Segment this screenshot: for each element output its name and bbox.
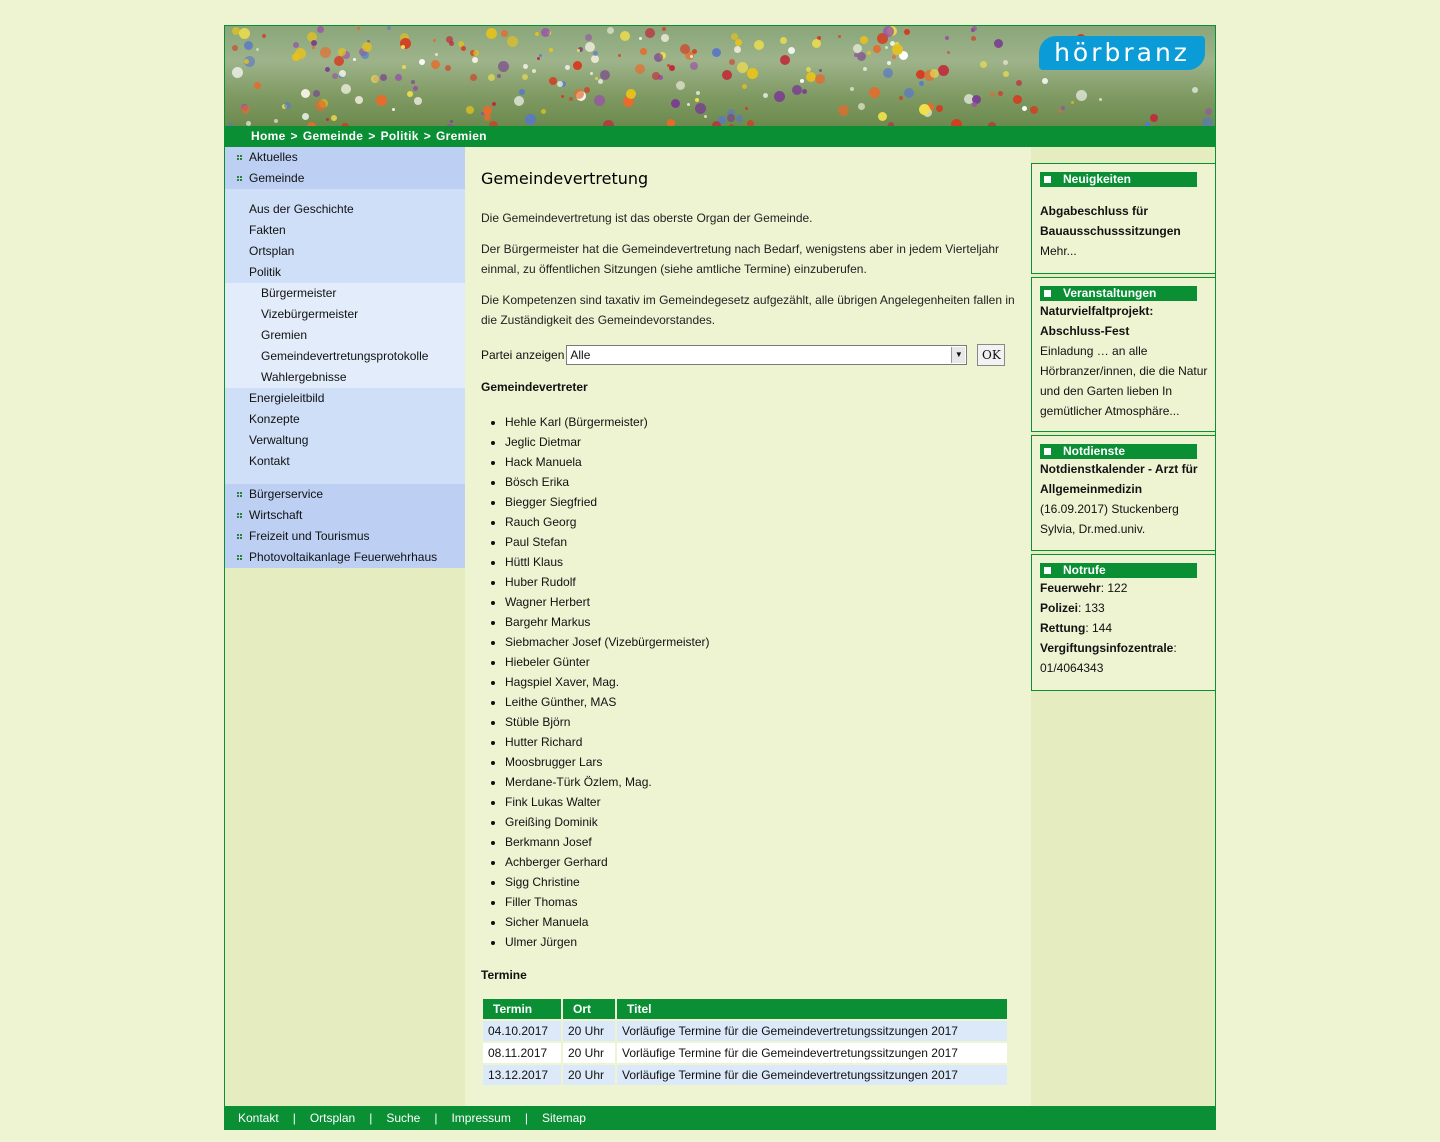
nav-gemeinde-subgroup bbox=[225, 189, 465, 484]
intro-paragraph: Die Gemeindevertretung ist das oberste Organ der Gemeinde. bbox=[481, 211, 813, 225]
grip-dots-icon bbox=[237, 155, 243, 161]
nav-item-label: Gremien bbox=[261, 328, 308, 342]
call-number: : 01/4064343 bbox=[1040, 641, 1177, 675]
nav-item-aktuelles[interactable] bbox=[225, 147, 465, 168]
ok-button[interactable]: OK bbox=[977, 344, 1005, 366]
member-list-item: • Greißing Dominik bbox=[505, 812, 1015, 832]
party-filter bbox=[481, 344, 1015, 366]
grip-dots-icon bbox=[237, 534, 243, 540]
nav-item-label: Freizeit und Tourismus bbox=[249, 529, 370, 543]
member-list-item: • Wagner Herbert bbox=[505, 592, 1015, 612]
emergency-call-item bbox=[1040, 638, 1215, 678]
square-bullet-icon bbox=[1044, 567, 1051, 574]
table-cell: 13.12.2017 bbox=[483, 1065, 561, 1085]
table-cell: 08.11.2017 bbox=[483, 1043, 561, 1063]
emergency-service-box bbox=[1031, 435, 1216, 551]
member-list-item: • Bargehr Markus bbox=[505, 612, 1015, 632]
nav-item-vizeburgermeister[interactable] bbox=[225, 304, 465, 325]
breadcrumb-separator: > bbox=[423, 129, 432, 143]
call-label: Polizei bbox=[1040, 601, 1079, 615]
breadcrumb-politik[interactable]: Politik bbox=[380, 129, 419, 143]
footer-separator: | bbox=[369, 1111, 373, 1125]
events-headline-link[interactable]: Naturvielfaltprojekt: Abschluss-Fest bbox=[1040, 304, 1154, 338]
breadcrumb-home[interactable]: Home bbox=[251, 129, 286, 143]
left-navigation bbox=[225, 147, 465, 1106]
member-list-item: • Stüble Björn bbox=[505, 712, 1015, 732]
footer-separator: | bbox=[434, 1111, 438, 1125]
member-list-item: • Sigg Christine bbox=[505, 872, 1015, 892]
breadcrumb-gemeinde[interactable]: Gemeinde bbox=[302, 129, 364, 143]
dropdown-arrow-icon[interactable]: ▼ bbox=[951, 347, 965, 363]
events-text: Einladung … an alle Hörbranzer/innen, die die Natur und den Garten lieben In gemütlicher Atmosphäre... bbox=[1040, 344, 1208, 418]
nav-item-label: Photovoltaikanlage Feuerwehrhaus bbox=[249, 550, 438, 564]
footer-link-kontakt[interactable]: Kontakt bbox=[238, 1111, 279, 1125]
nav-item-label: Gemeindevertretungsprotokolle bbox=[261, 349, 429, 363]
main-content bbox=[465, 147, 1031, 1106]
nav-item-wirtschaft[interactable] bbox=[225, 505, 465, 526]
members-list bbox=[481, 412, 1015, 952]
member-list-item: • Jeglic Dietmar bbox=[505, 432, 1015, 452]
nav-item-label: Bürgermeister bbox=[261, 286, 337, 300]
nav-item-label: Gemeinde bbox=[249, 171, 305, 185]
nav-item-verwaltung[interactable] bbox=[225, 430, 465, 451]
call-number: : 144 bbox=[1085, 621, 1113, 635]
grip-dots-icon bbox=[237, 555, 243, 561]
table-cell[interactable]: Vorläufige Termine für die Gemeindevertretungssitzungen 2017 bbox=[617, 1043, 1007, 1063]
nav-item-label: Verwaltung bbox=[249, 433, 309, 447]
member-list-item: • Siebmacher Josef (Vizebürgermeister) bbox=[505, 632, 1015, 652]
table-cell: 04.10.2017 bbox=[483, 1021, 561, 1041]
news-more-link[interactable]: Mehr... bbox=[1040, 244, 1077, 258]
table-row[interactable] bbox=[483, 1021, 1007, 1041]
events-box bbox=[1031, 277, 1216, 432]
breadcrumb-gremien[interactable]: Gremien bbox=[436, 129, 487, 143]
footer-link-ortsplan[interactable]: Ortsplan bbox=[309, 1111, 356, 1125]
footer-separator: | bbox=[524, 1111, 528, 1125]
member-list-item: • Biegger Siegfried bbox=[505, 492, 1015, 512]
nav-bottom-group bbox=[225, 484, 465, 568]
header-banner bbox=[225, 26, 1215, 126]
member-list-item: • Achberger Gerhard bbox=[505, 852, 1015, 872]
footer-separator: | bbox=[292, 1111, 296, 1125]
nav-item-label: Kontakt bbox=[249, 454, 290, 468]
grip-dots-icon bbox=[237, 492, 243, 498]
column-header-ort: Ort bbox=[563, 999, 615, 1019]
footer-link-sitemap[interactable]: Sitemap bbox=[541, 1111, 586, 1125]
member-list-item: • Merdane-Türk Özlem, Mag. bbox=[505, 772, 1015, 792]
column-header-termin: Termin bbox=[483, 999, 561, 1019]
calls-box-title: Notrufe bbox=[1040, 563, 1197, 578]
call-number: : 122 bbox=[1100, 581, 1128, 595]
member-list-item: • Bösch Erika bbox=[505, 472, 1015, 492]
table-cell: 20 Uhr bbox=[563, 1043, 615, 1063]
termine-table bbox=[481, 997, 1009, 1087]
nav-item-burgermeister[interactable] bbox=[225, 283, 465, 304]
party-select[interactable] bbox=[566, 345, 967, 365]
nav-item-photovoltaikanlage-feuerwehrhaus[interactable] bbox=[225, 547, 465, 568]
nav-item-politik[interactable] bbox=[225, 262, 465, 283]
nav-item-konzepte[interactable] bbox=[225, 409, 465, 430]
member-list-item: • Moosbrugger Lars bbox=[505, 752, 1015, 772]
mayor-paragraph: Der Bürgermeister hat die Gemeindevertretung nach Bedarf, wenigstens aber in jedem Vierteljahr einmal, zu öffentlichen Sitzungen (siehe amtliche Termine) einzuberufen. bbox=[481, 242, 1000, 276]
news-headline-link[interactable]: Abgabeschluss für Bauausschusssitzungen bbox=[1040, 204, 1181, 238]
member-list-item: • Fink Lukas Walter bbox=[505, 792, 1015, 812]
member-list-item: • Filler Thomas bbox=[505, 892, 1015, 912]
news-box-title: Neuigkeiten bbox=[1040, 172, 1197, 187]
nav-politik-subgroup bbox=[225, 283, 465, 388]
members-heading: Gemeindevertreter bbox=[481, 380, 588, 394]
nav-item-aus-der-geschichte[interactable] bbox=[225, 199, 465, 220]
news-box bbox=[1031, 163, 1216, 274]
right-sidebar bbox=[1031, 147, 1215, 1106]
member-list-item: • Hehle Karl (Bürgermeister) bbox=[505, 412, 1015, 432]
emergency-box-title: Notdienste bbox=[1040, 444, 1197, 459]
member-list-item: • Rauch Georg bbox=[505, 512, 1015, 532]
call-label: Vergiftungsinfozentrale bbox=[1040, 641, 1174, 655]
nav-item-label: Konzepte bbox=[249, 412, 300, 426]
nav-item-label: Wahlergebnisse bbox=[261, 370, 347, 384]
emergency-text: (16.09.2017) Stuckenberg Sylvia, Dr.med.univ. bbox=[1040, 502, 1179, 536]
footer-link-impressum[interactable]: Impressum bbox=[451, 1111, 511, 1125]
call-label: Rettung bbox=[1040, 621, 1086, 635]
member-list-item: • Paul Stefan bbox=[505, 532, 1015, 552]
nav-item-label: Energieleitbild bbox=[249, 391, 325, 405]
nav-item-label: Bürgerservice bbox=[249, 487, 324, 501]
nav-item-label: Fakten bbox=[249, 223, 286, 237]
termine-heading: Termine bbox=[481, 968, 527, 982]
member-list-item: • Berkmann Josef bbox=[505, 832, 1015, 852]
nav-item-ortsplan[interactable] bbox=[225, 241, 465, 262]
table-cell[interactable]: Vorläufige Termine für die Gemeindevertretungssitzungen 2017 bbox=[617, 1021, 1007, 1041]
member-list-item: • Hüttl Klaus bbox=[505, 552, 1015, 572]
party-select-value: Alle bbox=[570, 348, 591, 362]
nav-item-wahlergebnisse[interactable] bbox=[225, 367, 465, 388]
nav-item-label: Aktuelles bbox=[249, 150, 298, 164]
competence-paragraph: Die Kompetenzen sind taxativ im Gemeindegesetz aufgezählt, alle übrigen Angelegenheiten fallen in die Zuständigkeit des Gemeindevorstandes. bbox=[481, 293, 1015, 327]
member-list-item: • Hutter Richard bbox=[505, 732, 1015, 752]
footer-link-suche[interactable]: Suche bbox=[386, 1111, 421, 1125]
table-cell: 20 Uhr bbox=[563, 1065, 615, 1085]
table-row[interactable] bbox=[483, 1065, 1007, 1085]
emergency-calls-box bbox=[1031, 554, 1216, 691]
column-header-titel: Titel bbox=[617, 999, 1007, 1019]
square-bullet-icon bbox=[1044, 176, 1051, 183]
breadcrumb-separator: > bbox=[290, 129, 298, 143]
nav-item-label: Ortsplan bbox=[249, 244, 295, 258]
member-list-item: • Hack Manuela bbox=[505, 452, 1015, 472]
nav-item-gemeindevertretungsprotokolle[interactable] bbox=[225, 346, 465, 367]
nav-item-energieleitbild[interactable] bbox=[225, 388, 465, 409]
nav-item-label: Vizebürgermeister bbox=[261, 307, 359, 321]
nav-item-burgerservice[interactable] bbox=[225, 484, 465, 505]
nav-item-label: Politik bbox=[249, 265, 282, 279]
emergency-headline-link[interactable]: Notdienstkalender - Arzt für Allgemeinmedizin bbox=[1040, 462, 1198, 496]
page-frame bbox=[224, 25, 1216, 1130]
events-box-title: Veranstaltungen bbox=[1040, 286, 1197, 301]
breadcrumb bbox=[225, 126, 1215, 147]
page-title: Gemeindevertretung bbox=[481, 169, 649, 188]
call-number: : 133 bbox=[1078, 601, 1105, 615]
square-bullet-icon bbox=[1044, 448, 1051, 455]
emergency-call-item bbox=[1040, 598, 1215, 618]
member-list-item: • Hiebeler Günter bbox=[505, 652, 1015, 672]
nav-item-gemeinde[interactable] bbox=[225, 168, 465, 189]
footer-links bbox=[225, 1106, 1215, 1130]
nav-top-group bbox=[225, 147, 465, 189]
grip-dots-icon bbox=[237, 513, 243, 519]
member-list-item: • Leithe Günther, MAS bbox=[505, 692, 1015, 712]
member-list-item: • Sicher Manuela bbox=[505, 912, 1015, 932]
member-list-item: • Ulmer Jürgen bbox=[505, 932, 1015, 952]
member-list-item: • Huber Rudolf bbox=[505, 572, 1015, 592]
nav-item-fakten[interactable] bbox=[225, 220, 465, 241]
call-label: Feuerwehr bbox=[1040, 581, 1101, 595]
table-cell: 20 Uhr bbox=[563, 1021, 615, 1041]
table-header-row bbox=[483, 999, 1007, 1019]
breadcrumb-separator: > bbox=[368, 129, 376, 143]
grip-dots-icon bbox=[237, 176, 243, 182]
nav-item-label: Aus der Geschichte bbox=[249, 202, 354, 216]
nav-item-freizeit-und-tourismus[interactable] bbox=[225, 526, 465, 547]
member-list-item: • Hagspiel Xaver, Mag. bbox=[505, 672, 1015, 692]
party-filter-label: Partei anzeigen bbox=[481, 348, 565, 362]
square-bullet-icon bbox=[1044, 290, 1051, 297]
calls-list bbox=[1040, 578, 1215, 678]
nav-item-gremien[interactable] bbox=[225, 325, 465, 346]
table-row[interactable] bbox=[483, 1043, 1007, 1063]
nav-item-label: Wirtschaft bbox=[249, 508, 303, 522]
table-cell[interactable]: Vorläufige Termine für die Gemeindevertretungssitzungen 2017 bbox=[617, 1065, 1007, 1085]
emergency-call-item bbox=[1040, 578, 1215, 598]
nav-item-kontakt[interactable] bbox=[225, 451, 465, 472]
site-logo[interactable]: hörbranz bbox=[1039, 36, 1205, 70]
emergency-call-item bbox=[1040, 618, 1215, 638]
